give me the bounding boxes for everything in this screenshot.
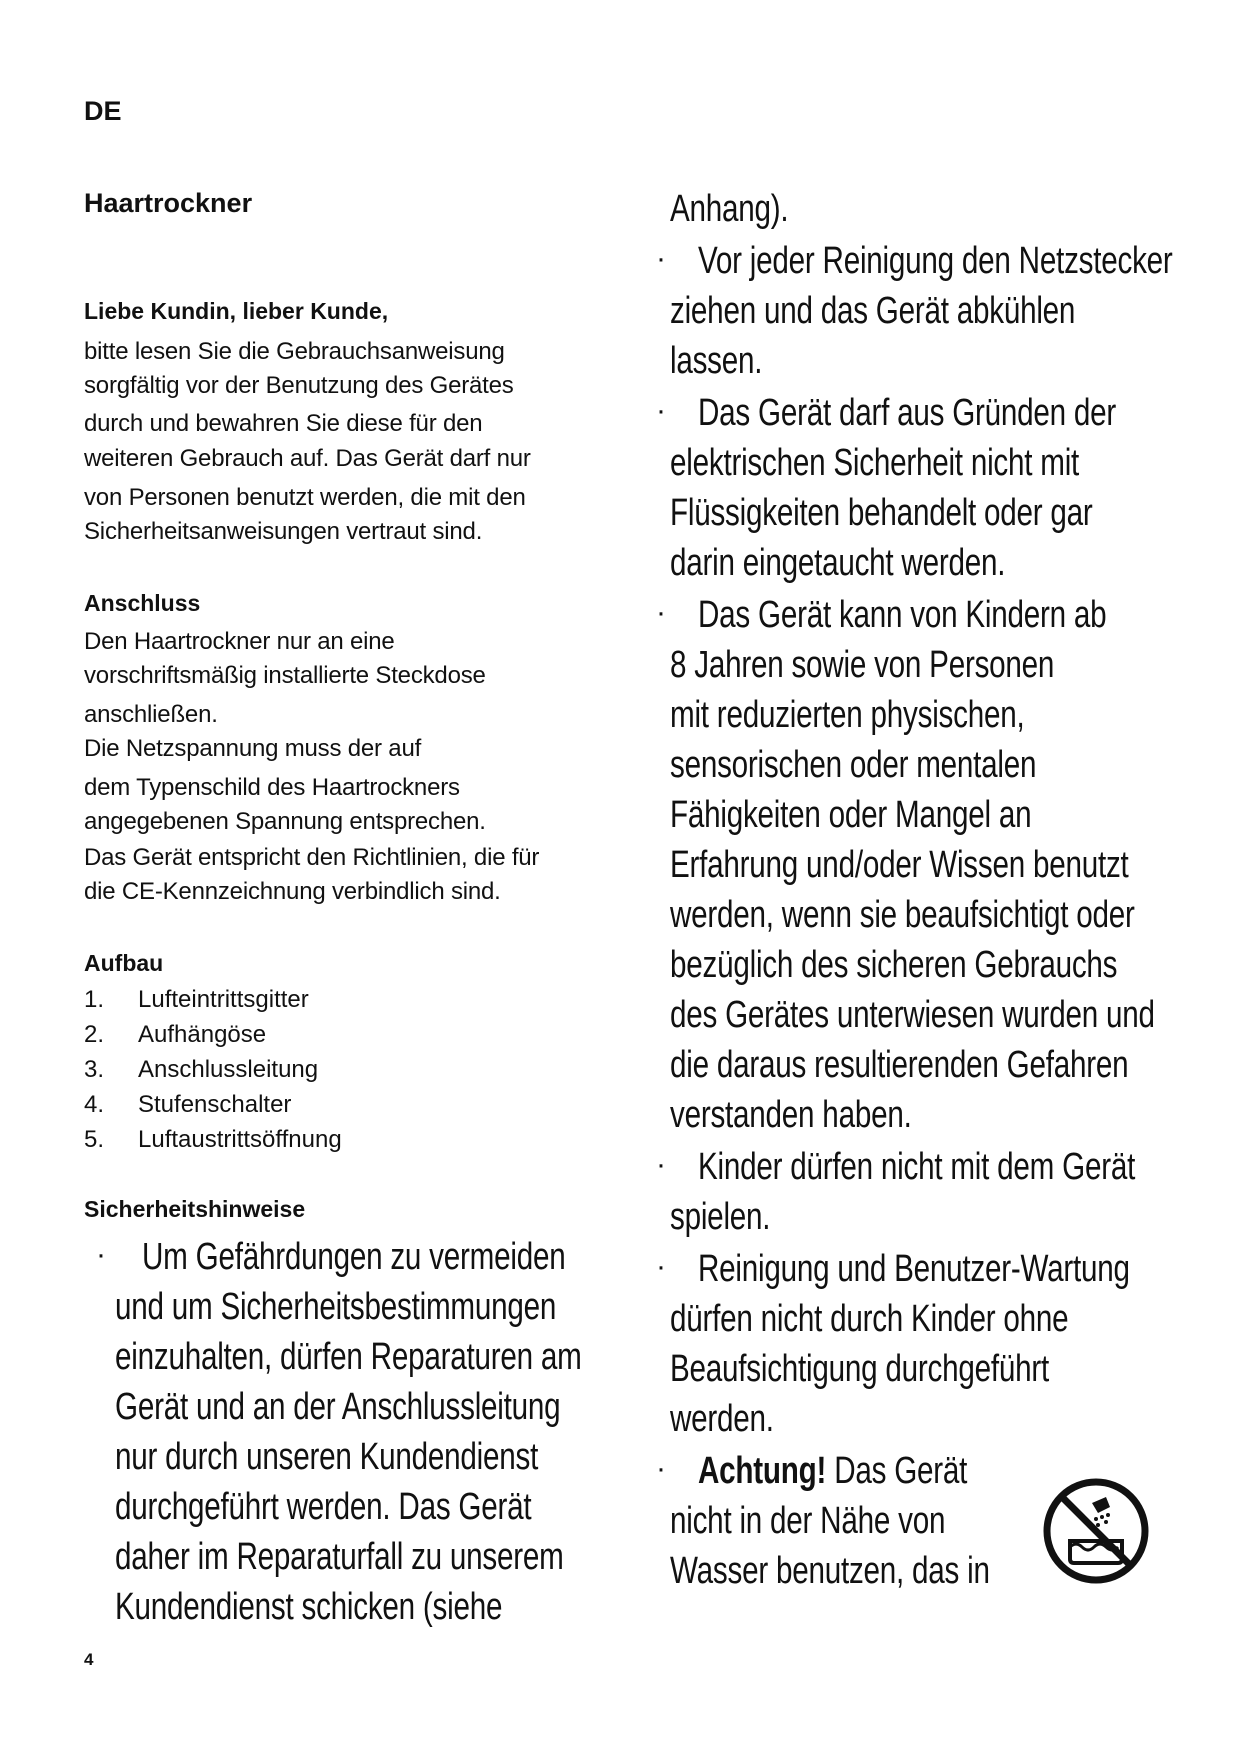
safety-line: werden. bbox=[670, 1398, 774, 1440]
safety-line: Kinder dürfen nicht mit dem Gerät bbox=[698, 1146, 1136, 1188]
safety-line: Das Gerät darf aus Gründen der bbox=[698, 392, 1117, 434]
anschluss-line: vorschriftsmäßig installierte Steckdose bbox=[84, 662, 486, 689]
warning-line: nicht in der Nähe von bbox=[670, 1500, 946, 1542]
safety-line: werden, wenn sie beaufsichtigt oder bbox=[670, 894, 1135, 936]
intro-line: weiteren Gebrauch auf. Das Gerät darf nur bbox=[84, 445, 531, 472]
language-code: DE bbox=[84, 96, 122, 126]
bullet-marker: · bbox=[656, 1452, 666, 1485]
safety-line: sensorischen oder mentalen bbox=[670, 744, 1037, 786]
intro-line: durch und bewahren Sie diese für den bbox=[84, 410, 483, 437]
sicherheit-heading: Sicherheitshinweise bbox=[84, 1196, 306, 1222]
anschluss-line: dem Typenschild des Haartrockners bbox=[84, 774, 460, 801]
aufbau-number: 2. bbox=[84, 1021, 105, 1048]
intro-line: Sicherheitsanweisungen vertraut sind. bbox=[84, 518, 483, 545]
aufbau-number: 5. bbox=[84, 1126, 105, 1153]
bullet-marker: · bbox=[656, 1250, 666, 1283]
safety-line: Reinigung und Benutzer-Wartung bbox=[698, 1248, 1130, 1290]
safety-line: dürfen nicht durch Kinder ohne bbox=[670, 1298, 1069, 1340]
aufbau-item: Lufteintrittsgitter bbox=[138, 986, 309, 1013]
safety-line: Gerät und an der Anschlussleitung bbox=[115, 1386, 561, 1428]
intro-heading: Liebe Kundin, lieber Kunde, bbox=[84, 298, 389, 324]
aufbau-heading: Aufbau bbox=[84, 950, 164, 976]
document-title: Haartrockner bbox=[84, 188, 253, 218]
bullet-marker: · bbox=[656, 394, 666, 427]
safety-line: elektrischen Sicherheit nicht mit bbox=[670, 442, 1080, 484]
safety-line: Erfahrung und/oder Wissen benutzt bbox=[670, 844, 1129, 886]
anschluss-line: Den Haartrockner nur an eine bbox=[84, 628, 395, 655]
safety-line: die daraus resultierenden Gefahren bbox=[670, 1044, 1129, 1086]
bullet-marker: · bbox=[96, 1238, 106, 1271]
bullet-marker: · bbox=[656, 1148, 666, 1181]
warning-rest: Das Gerät bbox=[826, 1450, 968, 1492]
anschluss-heading: Anschluss bbox=[84, 590, 201, 616]
safety-line: durchgeführt werden. Das Gerät bbox=[115, 1486, 532, 1528]
safety-line: spielen. bbox=[670, 1196, 771, 1238]
anschluss-line: Die Netzspannung muss der auf bbox=[84, 735, 422, 762]
safety-line: einzuhalten, dürfen Reparaturen am bbox=[115, 1336, 582, 1378]
safety-line: Kundendienst schicken (siehe bbox=[115, 1586, 503, 1628]
safety-line: verstanden haben. bbox=[670, 1094, 912, 1136]
bullet-marker: · bbox=[656, 242, 666, 275]
aufbau-item: Luftaustrittsöffnung bbox=[138, 1126, 342, 1153]
warning-line: Wasser benutzen, das in bbox=[670, 1550, 990, 1592]
anschluss-line: anschließen. bbox=[84, 701, 218, 728]
safety-line: Das Gerät kann von Kindern ab bbox=[698, 594, 1107, 636]
intro-line: von Personen benutzt werden, die mit den bbox=[84, 484, 526, 511]
warning-bold: Achtung! bbox=[698, 1450, 827, 1492]
safety-line: Um Gefährdungen zu vermeiden bbox=[142, 1236, 566, 1278]
safety-line: mit reduzierten physischen, bbox=[670, 694, 1025, 736]
safety-line: Anhang). bbox=[670, 188, 789, 230]
safety-line: Beaufsichtigung durchgeführt bbox=[670, 1348, 1050, 1390]
safety-line: darin eingetaucht werden. bbox=[670, 542, 1006, 584]
aufbau-item: Aufhängöse bbox=[138, 1021, 267, 1048]
warning-line bbox=[698, 1450, 967, 1493]
safety-line: Flüssigkeiten behandelt oder gar bbox=[670, 492, 1093, 534]
page-number: 4 bbox=[84, 1650, 94, 1669]
aufbau-number: 4. bbox=[84, 1091, 105, 1118]
safety-line: lassen. bbox=[670, 340, 763, 382]
safety-line: und um Sicherheitsbestimmungen bbox=[115, 1286, 557, 1328]
safety-line: daher im Reparaturfall zu unserem bbox=[115, 1536, 564, 1578]
bullet-marker: · bbox=[656, 596, 666, 629]
safety-line: des Gerätes unterwiesen wurden und bbox=[670, 994, 1155, 1036]
aufbau-item: Stufenschalter bbox=[138, 1091, 292, 1118]
aufbau-number: 1. bbox=[84, 986, 105, 1013]
safety-line: nur durch unseren Kundendienst bbox=[115, 1436, 539, 1478]
safety-line: Fähigkeiten oder Mangel an bbox=[670, 794, 1032, 836]
safety-line: ziehen und das Gerät abkühlen bbox=[670, 290, 1076, 332]
intro-line: bitte lesen Sie die Gebrauchsanweisung bbox=[84, 338, 505, 365]
anschluss-line: Das Gerät entspricht den Richtlinien, die für bbox=[84, 844, 540, 871]
safety-line: 8 Jahren sowie von Personen bbox=[670, 644, 1055, 686]
aufbau-number: 3. bbox=[84, 1056, 105, 1083]
aufbau-item: Anschlussleitung bbox=[138, 1056, 319, 1083]
anschluss-line: die CE-Kennzeichnung verbindlich sind. bbox=[84, 878, 501, 905]
no-water-bath-icon bbox=[1040, 1475, 1152, 1587]
intro-line: sorgfältig vor der Benutzung des Gerätes bbox=[84, 372, 514, 399]
safety-line: bezüglich des sicheren Gebrauchs bbox=[670, 944, 1118, 986]
anschluss-line: angegebenen Spannung entsprechen. bbox=[84, 808, 486, 835]
safety-line: Vor jeder Reinigung den Netzstecker bbox=[698, 240, 1173, 282]
